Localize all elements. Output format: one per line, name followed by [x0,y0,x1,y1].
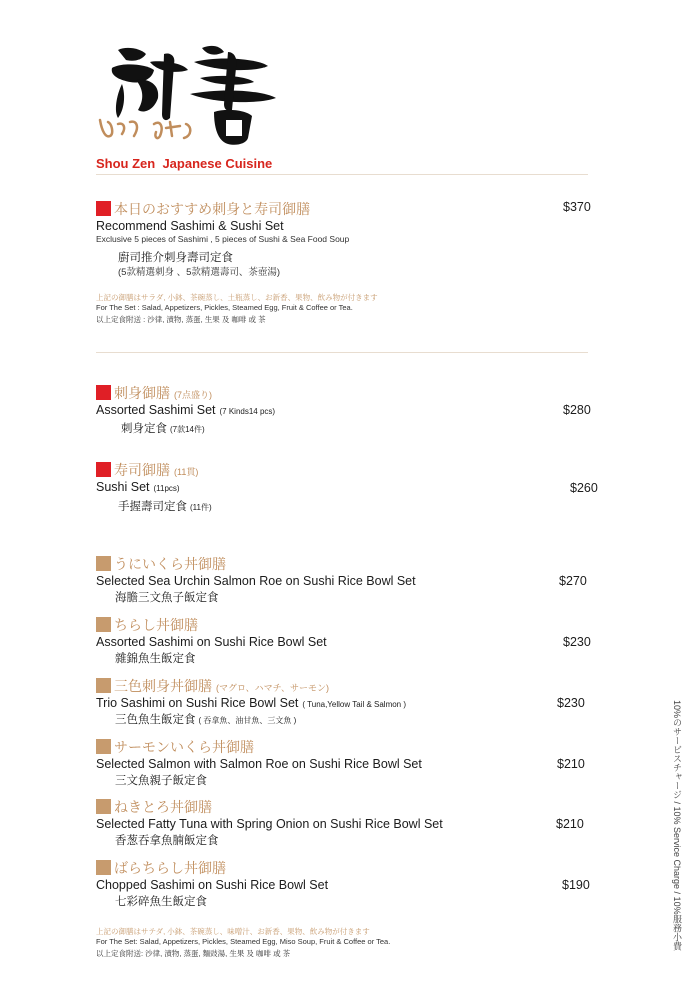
tan-square-marker [96,860,111,875]
shou-zen-calligraphy-logo [96,40,286,152]
bowl-price: $270 [559,574,587,588]
brand-name: Shou Zen Japanese Cuisine [96,156,273,171]
recommend-zh-title: 廚司推介刺身壽司定食 [118,252,233,264]
sushi-zh-title: 手握壽司定食 (11件) [118,501,212,513]
bowl-en-title: Selected Sea Urchin Salmon Roe on Sushi Rice Bowl Set [96,574,416,588]
bowl-jp-title: 三色刺身丼御膳 (マグロ、ハマチ、サーモン) [96,676,329,696]
service-charge-note: 10%のサービスチャージ / 10% Service Charge / 10%服務小費 [672,700,682,951]
bowl-price: $230 [563,635,591,649]
bottom-note-jp: 上記の御膳はサテダ, 小鉢、茶碗蒸し、味噌汁、お新香、果物、飲み物が付きます [96,927,370,936]
bowl-price: $210 [556,817,584,831]
bowl-price: $190 [562,878,590,892]
bowl-zh-title: 三文魚親子飯定食 [115,775,207,787]
bottom-note-zh: 以上定食附送: 沙律, 漬物, 蒸蛋, 麵豉湯, 生果 及 咖啡 或 茶 [96,949,291,958]
bowl-zh-title: 三色魚生飯定食 ( 吞拿魚、油甘魚、三文魚 ) [115,714,297,726]
bowl-zh-title: 七彩碎魚生飯定食 [115,896,207,908]
sashimi-jp-title: 刺身御膳 (7点盛り) [96,383,212,403]
recommend-note-en: For The Set : Salad, Appetizers, Pickles, Steamed Egg, Fruit & Coffee or Tea. [96,303,353,312]
sashimi-en-title: Assorted Sashimi Set (7 Kinds14 pcs) [96,403,276,417]
bowl-jp-title: ちらし丼御膳 [96,615,198,635]
tan-square-marker [96,678,111,693]
tan-square-marker [96,799,111,814]
bowl-jp-title: ばらちらし丼御膳 [96,858,226,878]
tan-square-marker [96,556,111,571]
recommend-zh-subtitle: (5款精選刺身 、5款精選壽司、茶壺湯) [118,267,281,278]
bowl-zh-title: 雜錦魚生飯定食 [115,653,196,665]
red-square-marker [96,201,111,216]
bowl-en-title: Chopped Sashimi on Sushi Rice Bowl Set [96,878,329,892]
recommend-en-title: Recommend Sashimi & Sushi Set [96,219,284,233]
bowl-zh-title: 香葱吞拿魚腩飯定食 [115,835,219,847]
red-square-marker [96,462,111,477]
sushi-price: $260 [570,481,598,495]
header-divider [96,174,588,175]
section-divider [96,352,588,353]
bowl-en-title: Trio Sashimi on Sushi Rice Bowl Set ( Tuna,Yellow Tail & Salmon ) [96,696,407,710]
sushi-en-title: Sushi Set (11pcs) [96,480,180,494]
bowl-jp-title: サーモンいくら丼御膳 [96,737,254,757]
bowl-price: $210 [557,757,585,771]
tan-square-marker [96,617,111,632]
bowl-price: $230 [557,696,585,710]
bowl-jp-title: ねきとろ丼御膳 [96,797,212,817]
recommend-note-zh: 以上定食附送 : 沙律, 漬物, 蒸蛋, 生果 及 咖啡 或 茶 [96,315,266,324]
recommend-price: $370 [563,200,591,214]
sashimi-zh-title: 刺身定食 (7款14件) [121,423,205,435]
bowl-en-title: Selected Salmon with Salmon Roe on Sushi Rice Bowl Set [96,757,422,771]
recommend-subtitle: Exclusive 5 pieces of Sashimi , 5 pieces of Sushi & Sea Food Soup [96,234,350,244]
bowl-zh-title: 海膽三文魚子飯定食 [115,592,219,604]
bottom-note-en: For The Set: Salad, Appetizers, Pickles, Steamed Egg, Miso Soup, Fruit & Coffee or Tea. [96,937,391,946]
tan-square-marker [96,739,111,754]
bowl-jp-title: うにいくら丼御膳 [96,554,226,574]
recommend-note-jp: 上記の御膳はサラダ, 小鉢、茶碗蒸し、土瓶蒸し、お新香、果物、飲み物が付きます [96,293,378,302]
sashimi-price: $280 [563,403,591,417]
sushi-jp-title: 寿司御膳 (11貫) [96,460,198,480]
red-square-marker [96,385,111,400]
recommend-jp-title: 本日のおすすめ刺身と寿司御膳 [96,199,310,219]
bowl-en-title: Selected Fatty Tuna with Spring Onion on Sushi Rice Bowl Set [96,817,443,831]
bowl-en-title: Assorted Sashimi on Sushi Rice Bowl Set [96,635,327,649]
